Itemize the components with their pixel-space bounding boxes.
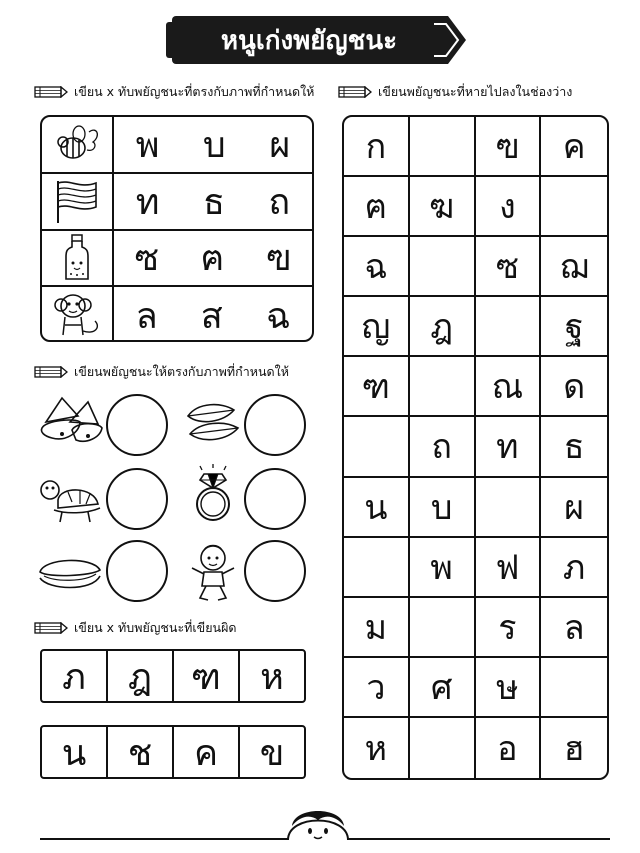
grid-letter-cell: ฟ (476, 538, 542, 598)
page-title: หนูเก่งพยัญชนะ (172, 16, 434, 64)
letter-cell[interactable]: ภ (42, 651, 108, 701)
grid-blank-cell[interactable] (476, 297, 542, 357)
letter-option[interactable]: ฉ (265, 296, 291, 338)
grid-blank-cell[interactable] (410, 357, 476, 417)
grid-blank-cell[interactable] (410, 718, 476, 778)
child-icon (186, 540, 240, 604)
pencil-icon (34, 366, 68, 378)
letter-option[interactable]: ฃ (265, 238, 292, 280)
grid-letter-cell: ซ (476, 237, 542, 297)
grid-letter-cell: ธ (541, 417, 607, 477)
pencil-icon (34, 86, 68, 98)
letter-option[interactable]: ถ (268, 181, 291, 223)
answer-circle[interactable] (106, 394, 168, 456)
instruction-2 (34, 362, 289, 382)
grid-letter-cell: ด (541, 357, 607, 417)
grid-letter-cell: ค (541, 117, 607, 177)
grid-letter-cell: ษ (476, 658, 542, 718)
grid-letter-cell: ว (344, 658, 410, 718)
letter-cell[interactable]: น (42, 727, 108, 777)
grid-blank-cell[interactable] (410, 117, 476, 177)
grid-blank-cell[interactable] (541, 658, 607, 718)
instruction-1-text: เขียน x ทับพยัญชนะที่ตรงกับภาพที่กำหนดให้ (74, 84, 315, 99)
letter-option[interactable]: ธ (202, 181, 225, 223)
match-row (42, 117, 312, 174)
grid-letter-cell: ห (344, 718, 410, 778)
monkey-icon (42, 287, 114, 342)
grid-letter-cell: บ (410, 478, 476, 538)
answer-circle[interactable] (106, 540, 168, 602)
grid-letter-cell: ณ (476, 357, 542, 417)
instruction-3 (34, 618, 237, 638)
letter-cell[interactable]: ข (259, 732, 285, 774)
match-row (42, 287, 312, 342)
letter-option[interactable]: ฅ (200, 238, 225, 280)
bells-icon (36, 392, 104, 452)
answer-circle[interactable] (244, 394, 306, 456)
grid-letter-cell: ก (344, 117, 410, 177)
instruction-4 (338, 82, 572, 102)
instruction-4-text: เขียนพยัญชนะที่หายไปลงในช่องว่าง (378, 84, 573, 99)
grid-letter-cell: ญ (344, 297, 410, 357)
wrong-letter-row (40, 649, 306, 703)
grid-letter-cell: อ (476, 718, 542, 778)
instruction-3-text: เขียน x ทับพยัญชนะที่เขียนผิด (74, 620, 237, 635)
grid-letter-cell: ฃ (476, 117, 542, 177)
grid-blank-cell[interactable] (476, 478, 542, 538)
letter-cell[interactable]: ฑ (174, 651, 240, 701)
grid-letter-cell: ฎ (410, 297, 476, 357)
answer-circle[interactable] (244, 540, 306, 602)
letter-option[interactable]: บ (202, 124, 226, 166)
letter-cell[interactable]: ค (174, 727, 240, 777)
grid-letter-cell: ถ (410, 417, 476, 477)
letter-option[interactable]: ท (135, 181, 160, 223)
grid-letter-cell: ฐ (541, 297, 607, 357)
grid-blank-cell[interactable] (344, 538, 410, 598)
leaves-icon (184, 398, 242, 448)
letter-option[interactable]: ซ (134, 238, 160, 280)
letter-option[interactable]: ล (135, 296, 158, 338)
bee-icon (42, 117, 114, 172)
grid-letter-cell: ผ (541, 478, 607, 538)
match-table (40, 115, 314, 342)
bottle-icon (42, 231, 114, 286)
grid-letter-cell: ร (476, 598, 542, 658)
grid-letter-cell: ม (344, 598, 410, 658)
pencil-icon (338, 86, 372, 98)
instruction-2-text: เขียนพยัญชนะให้ตรงกับภาพที่กำหนดให้ (74, 364, 289, 379)
turtle-icon (36, 470, 104, 530)
grid-letter-cell: ภ (541, 538, 607, 598)
grid-blank-cell[interactable] (541, 177, 607, 237)
flag-icon (42, 174, 114, 229)
ring-icon (190, 462, 236, 524)
instruction-1 (34, 82, 314, 102)
grid-blank-cell[interactable] (410, 237, 476, 297)
grid-letter-cell: ง (476, 177, 542, 237)
grid-letter-cell: น (344, 478, 410, 538)
grid-letter-cell: ล (541, 598, 607, 658)
clam-icon (36, 550, 104, 598)
letter-cell[interactable]: ฎ (108, 651, 174, 701)
pencil-tip-icon (428, 16, 468, 64)
missing-letter-grid (342, 115, 609, 780)
grid-letter-cell: ฉ (344, 237, 410, 297)
letter-option[interactable]: ส (200, 296, 223, 338)
grid-letter-cell: ฅ (344, 177, 410, 237)
grid-letter-cell: ท (476, 417, 542, 477)
pencil-icon (34, 622, 68, 634)
letter-cell[interactable]: ช (108, 727, 174, 777)
grid-blank-cell[interactable] (410, 598, 476, 658)
grid-letter-cell: ฑ (344, 357, 410, 417)
grid-letter-cell: ฆ (410, 177, 476, 237)
grid-letter-cell: ฌ (541, 237, 607, 297)
match-row (42, 231, 312, 288)
title-banner (172, 12, 472, 68)
letter-option[interactable]: ผ (269, 124, 291, 166)
grid-letter-cell: พ (410, 538, 476, 598)
child-face-icon (286, 800, 350, 850)
grid-letter-cell: ฮ (563, 728, 585, 769)
match-row (42, 174, 312, 231)
answer-circle[interactable] (106, 468, 168, 530)
letter-option[interactable]: พ (135, 124, 160, 166)
letter-cell[interactable]: ห (260, 656, 284, 698)
wrong-letter-row (40, 725, 306, 779)
grid-letter-cell: ศ (410, 658, 476, 718)
answer-circle[interactable] (244, 468, 306, 530)
grid-blank-cell[interactable] (344, 417, 410, 477)
